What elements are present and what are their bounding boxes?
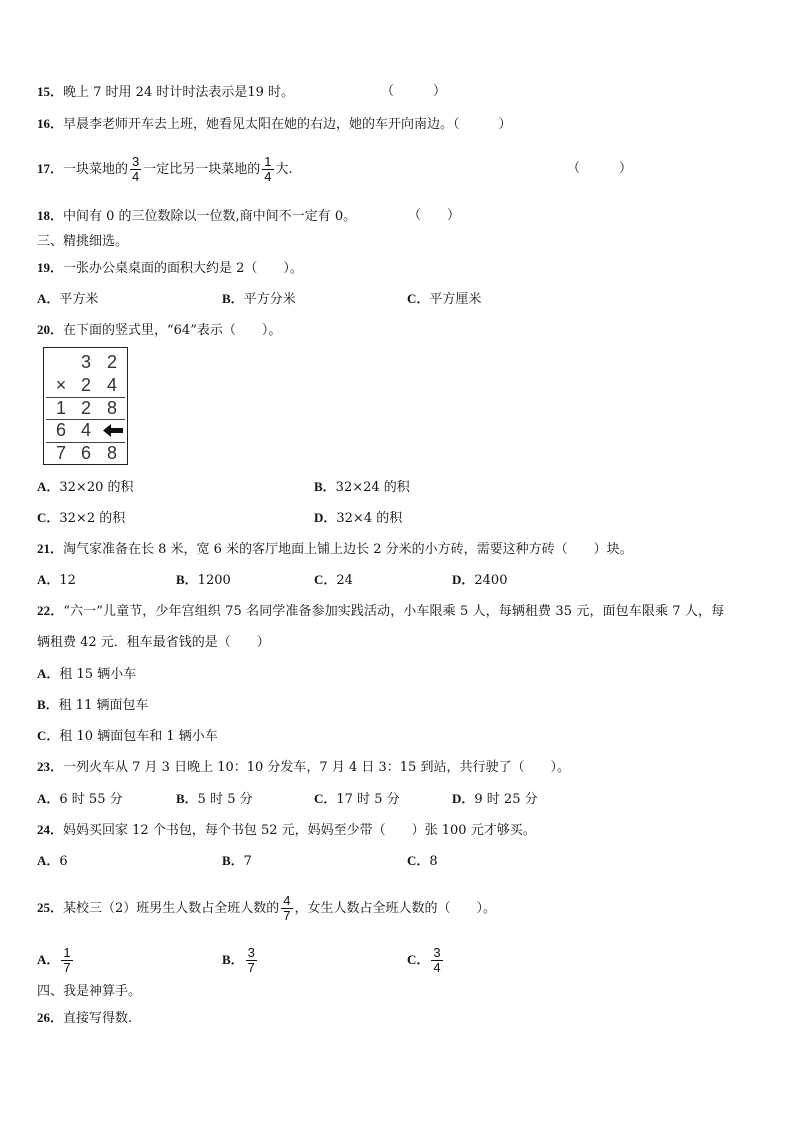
question-23 xyxy=(37,759,570,776)
option-a[interactable] xyxy=(37,479,134,496)
option-text: 8 xyxy=(429,854,438,869)
question-text-post: 大. xyxy=(275,162,293,177)
question-17 xyxy=(37,152,293,187)
calc-digit: 7 xyxy=(55,443,66,463)
question-number: 17． xyxy=(37,161,64,176)
option-label: B． xyxy=(222,952,244,967)
option-label: C． xyxy=(314,791,337,806)
question-19 xyxy=(37,260,303,277)
option-a[interactable] xyxy=(37,291,98,308)
answer-blank-17[interactable]: （ ） xyxy=(567,161,633,176)
question-21 xyxy=(37,541,633,558)
denominator: 4 xyxy=(433,960,441,975)
calc-digit: 4 xyxy=(80,420,91,440)
question-text: 晚上 7 时用 24 时计时法表示是19 时。 xyxy=(63,85,295,100)
calc-row-1 xyxy=(44,351,127,373)
question-number: 26． xyxy=(37,1010,64,1025)
calc-digit: 1 xyxy=(55,398,66,418)
fraction xyxy=(61,946,72,975)
question-number: 22． xyxy=(37,603,64,618)
question-text: 淘气家准备在长 8 米，宽 6 米的客厅地面上铺上边长 2 分米的小方砖，需要这种方砖（ ）块。 xyxy=(63,542,633,557)
question-22 xyxy=(37,603,724,620)
option-a[interactable] xyxy=(37,572,76,589)
option-c[interactable] xyxy=(37,510,125,527)
option-text: 平方厘米 xyxy=(429,292,482,307)
question-number: 15． xyxy=(37,84,64,99)
question-text-post: ，女生人数占全班人数的（ ）。 xyxy=(294,901,497,916)
option-label: A． xyxy=(37,952,60,967)
numerator: 4 xyxy=(283,893,291,908)
question-text: 在下面的竖式里，“64”表示（ ）。 xyxy=(63,323,282,338)
option-text: 32×2 的积 xyxy=(59,511,126,526)
numerator: 1 xyxy=(63,945,71,960)
numerator: 1 xyxy=(264,154,272,169)
question-25 xyxy=(37,891,496,926)
option-label: A． xyxy=(37,666,60,681)
option-label: B． xyxy=(222,291,244,306)
calc-row-3 xyxy=(44,397,127,419)
denominator: 4 xyxy=(264,169,272,184)
option-d[interactable] xyxy=(452,791,538,808)
fraction xyxy=(262,155,273,184)
question-text: “六一”儿童节，少年宫组织 75 名同学准备参加实践活动，小车限乘 5 人，每辆租费 35 元，面包车限乘 7 人，每 xyxy=(63,604,725,619)
option-text: 6 时 55 分 xyxy=(59,792,123,807)
answer-blank-18[interactable]: （ ） xyxy=(408,208,461,223)
option-text: 租 10 辆面包车和 1 辆小车 xyxy=(59,729,218,744)
option-b[interactable] xyxy=(37,697,148,714)
option-d[interactable] xyxy=(314,510,402,527)
option-label: C． xyxy=(314,572,337,587)
question-number: 23． xyxy=(37,759,64,774)
question-text: 直接写得数. xyxy=(63,1011,133,1026)
question-16 xyxy=(37,116,512,133)
calc-digit: 8 xyxy=(106,443,117,463)
question-text-pre: 一块菜地的 xyxy=(63,162,129,177)
denominator: 7 xyxy=(283,908,291,923)
option-b[interactable] xyxy=(222,853,252,870)
option-label: C． xyxy=(407,952,430,967)
option-label: C． xyxy=(407,291,430,306)
fraction xyxy=(246,946,257,975)
option-label: D． xyxy=(314,510,337,525)
answer-blank-15[interactable]: （ ） xyxy=(381,84,447,99)
option-label: A． xyxy=(37,791,60,806)
option-label: D． xyxy=(452,572,475,587)
option-label: B． xyxy=(222,853,244,868)
numerator: 3 xyxy=(247,945,255,960)
question-number: 16． xyxy=(37,116,64,131)
question-text: 早晨李老师开车去上班，她看见太阳在她的右边，她的车开向南边。（ ） xyxy=(63,117,512,132)
option-c[interactable] xyxy=(314,572,353,589)
question-18 xyxy=(37,208,356,225)
calc-row-4 xyxy=(44,419,127,441)
numerator: 3 xyxy=(132,154,140,169)
question-26 xyxy=(37,1010,132,1027)
section-heading-3: 三、精挑细选。 xyxy=(37,234,129,249)
option-a[interactable] xyxy=(37,666,136,683)
option-label: A． xyxy=(37,479,60,494)
question-text: 妈妈买回家 12 个书包，每个书包 52 元，妈妈至少带（ ）张 100 元才够买。 xyxy=(63,823,536,838)
question-number: 24． xyxy=(37,822,64,837)
option-c[interactable] xyxy=(314,791,400,808)
option-label: D． xyxy=(452,791,475,806)
calc-digit: 2 xyxy=(106,352,117,372)
question-20 xyxy=(37,322,281,339)
option-text: 17 时 5 分 xyxy=(336,792,400,807)
question-22-line-2: 辆租费 42 元．租车最省钱的是（ ） xyxy=(37,635,270,650)
calc-digit: 8 xyxy=(106,398,117,418)
option-text: 24 xyxy=(336,573,353,588)
option-a[interactable] xyxy=(37,791,123,808)
numerator: 3 xyxy=(433,945,441,960)
option-text: 9 时 25 分 xyxy=(474,792,538,807)
option-b[interactable] xyxy=(176,791,253,808)
option-text: 32×20 的积 xyxy=(59,480,134,495)
denominator: 4 xyxy=(132,169,140,184)
option-text: 12 xyxy=(59,573,76,588)
fraction xyxy=(281,894,292,923)
option-b[interactable] xyxy=(222,291,296,308)
section-heading-4: 四、我是神算手。 xyxy=(37,984,142,999)
question-text: 一列火车从 7 月 3 日晚上 10：10 分发车，7 月 4 日 3：15 到站，共行驶了（ ）。 xyxy=(63,760,570,775)
option-label: A． xyxy=(37,853,60,868)
option-label: C． xyxy=(37,728,60,743)
calc-row-2 xyxy=(44,374,127,396)
option-text: 32×4 的积 xyxy=(336,511,403,526)
option-c[interactable] xyxy=(407,943,445,978)
option-text: 平方米 xyxy=(59,292,99,307)
option-text: 2400 xyxy=(474,573,508,588)
option-text: 6 xyxy=(59,854,68,869)
question-text-mid: 一定比另一块菜地的 xyxy=(143,162,261,177)
option-b[interactable] xyxy=(314,479,410,496)
option-a[interactable] xyxy=(37,853,68,870)
option-c[interactable] xyxy=(407,853,438,870)
option-label: B． xyxy=(176,572,198,587)
vertical-multiplication xyxy=(43,347,128,465)
option-a[interactable] xyxy=(37,943,75,978)
option-text: 32×24 的积 xyxy=(335,480,410,495)
question-number: 21． xyxy=(37,541,64,556)
question-text: 一张办公桌桌面的面积大约是 2（ ）。 xyxy=(63,261,303,276)
fraction xyxy=(431,946,442,975)
option-label: C． xyxy=(407,853,430,868)
multiply-sign: × xyxy=(55,375,67,395)
option-c[interactable] xyxy=(407,291,481,308)
option-text: 租 11 辆面包车 xyxy=(58,698,149,713)
question-number: 18． xyxy=(37,208,64,223)
calc-digit: 6 xyxy=(80,443,91,463)
option-b[interactable] xyxy=(176,572,231,589)
left-arrow-icon xyxy=(103,424,123,437)
denominator: 7 xyxy=(247,960,255,975)
calc-digit: 3 xyxy=(80,352,91,372)
fraction xyxy=(130,155,141,184)
question-text-pre: 某校三（2）班男生人数占全班人数的 xyxy=(63,901,280,916)
question-text: 中间有 0 的三位数除以一位数,商中间不一定有 0。 xyxy=(63,209,357,224)
option-text: 7 xyxy=(243,854,252,869)
option-label: B． xyxy=(37,697,59,712)
option-label: C． xyxy=(37,510,60,525)
option-text: 租 15 辆小车 xyxy=(59,667,137,682)
option-text: 平方分米 xyxy=(243,292,296,307)
option-label: B． xyxy=(176,791,198,806)
option-c[interactable] xyxy=(37,728,218,745)
denominator: 7 xyxy=(63,960,71,975)
calc-digit: 4 xyxy=(106,375,117,395)
question-number: 25． xyxy=(37,900,64,915)
option-text: 5 时 5 分 xyxy=(197,792,253,807)
option-text: 1200 xyxy=(197,573,231,588)
option-label: B． xyxy=(314,479,336,494)
option-label: A． xyxy=(37,291,60,306)
calc-row-5 xyxy=(44,442,127,464)
option-b[interactable] xyxy=(222,943,259,978)
question-15 xyxy=(37,84,294,101)
calc-digit: 2 xyxy=(80,398,91,418)
question-number: 19． xyxy=(37,260,64,275)
question-24 xyxy=(37,822,536,839)
calc-digit: 2 xyxy=(80,375,91,395)
question-number: 20． xyxy=(37,322,64,337)
option-d[interactable] xyxy=(452,572,507,589)
option-label: A． xyxy=(37,572,60,587)
calc-digit: 6 xyxy=(55,420,66,440)
